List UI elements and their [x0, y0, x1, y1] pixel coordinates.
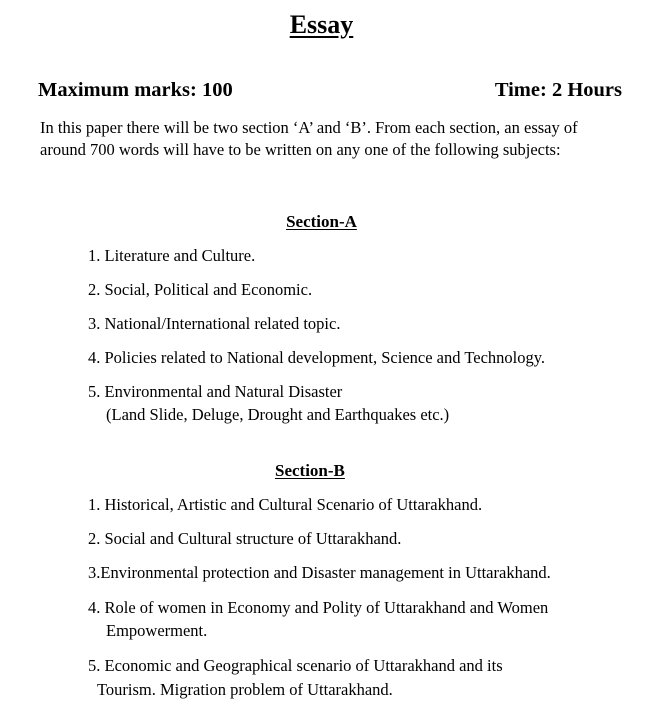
section-a-heading: Section-A	[286, 212, 357, 231]
list-item: 1. Literature and Culture.	[88, 246, 256, 265]
list-item: 3.Environmental protection and Disaster management in Uttarakhand.	[88, 563, 551, 582]
section-b-heading: Section-B	[275, 461, 345, 480]
maximum-marks: Maximum marks: 100	[38, 79, 233, 101]
list-item-continuation: Empowerment.	[106, 621, 208, 640]
list-item: 5. Environmental and Natural Disaster	[88, 382, 343, 401]
intro-line-1: In this paper there will be two section ‘A’ and ‘B’. From each section, an essay of	[40, 118, 578, 137]
page-title: Essay	[289, 10, 354, 39]
list-item: 3. National/International related topic.	[88, 314, 341, 333]
list-item-continuation: Tourism. Migration problem of Uttarakhand.	[97, 680, 393, 699]
list-item: 2. Social, Political and Economic.	[88, 280, 313, 299]
list-item: 1. Historical, Artistic and Cultural Scenario of Uttarakhand.	[88, 495, 483, 514]
list-item: 5. Economic and Geographical scenario of Uttarakhand and its	[88, 656, 503, 675]
list-item-continuation: (Land Slide, Deluge, Drought and Earthquakes etc.)	[106, 405, 450, 424]
intro-paragraph	[40, 117, 650, 161]
list-item: 4. Role of women in Economy and Polity of Uttarakhand and Women	[88, 598, 549, 617]
list-item: 4. Policies related to National development, Science and Technology.	[88, 348, 546, 367]
intro-line-2: around 700 words will have to be written on any one of the following subjects:	[40, 140, 561, 159]
time-limit: Time: 2 Hours	[494, 79, 622, 101]
list-item: 2. Social and Cultural structure of Uttarakhand.	[88, 529, 402, 548]
